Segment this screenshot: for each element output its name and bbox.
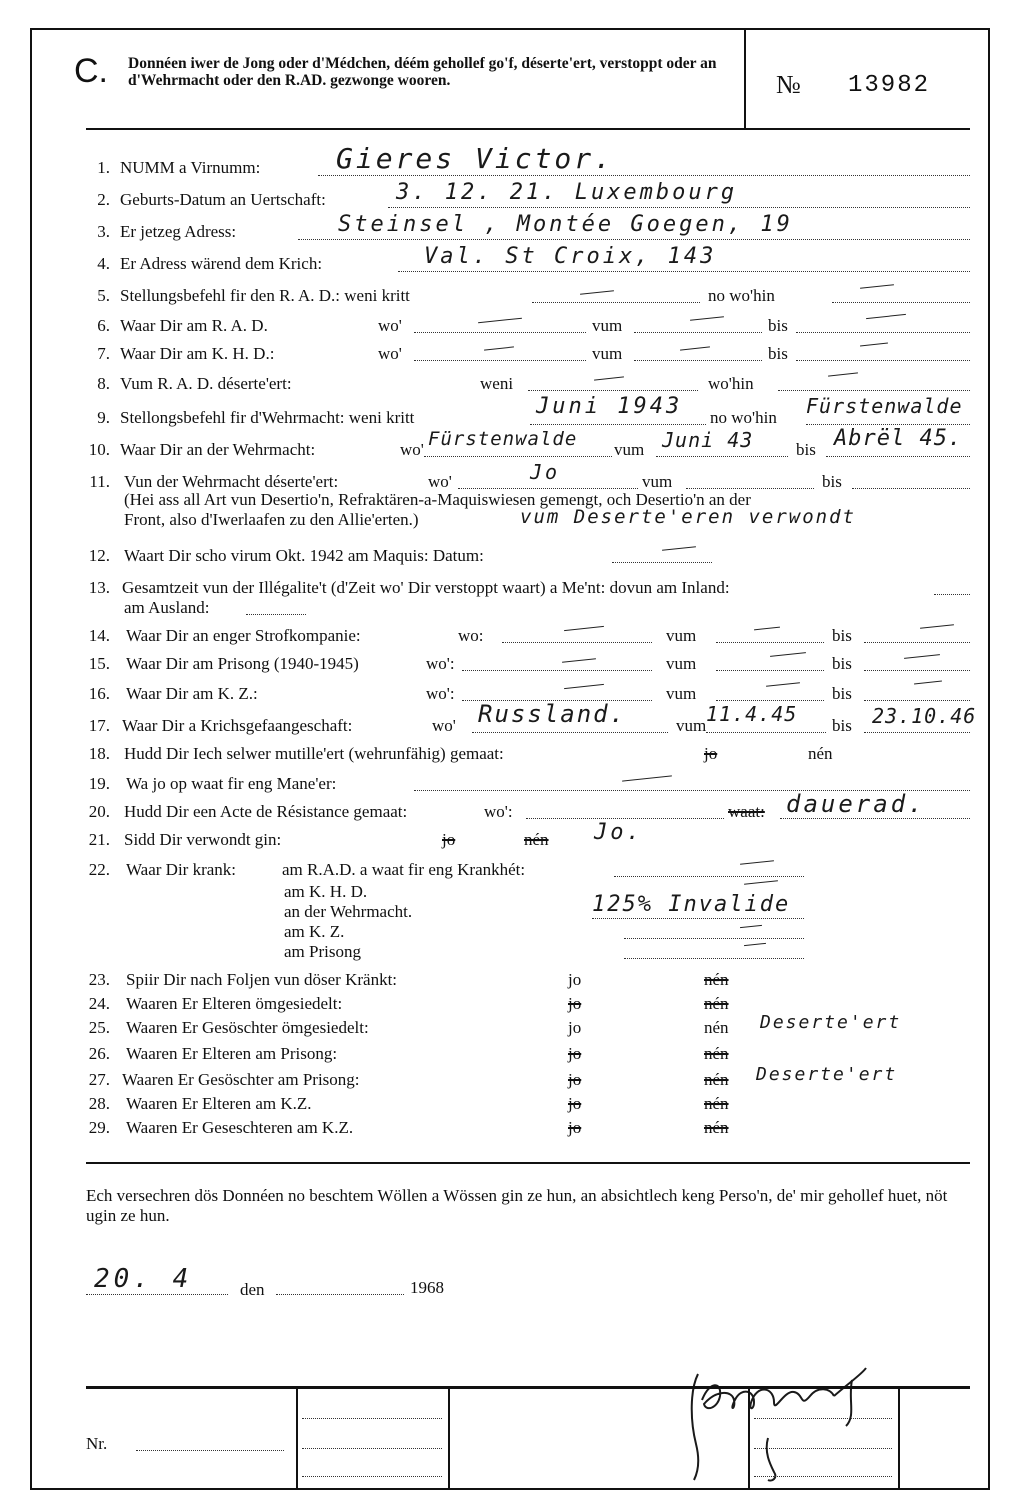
section-letter: C. xyxy=(74,52,108,90)
footer-dots xyxy=(302,1418,442,1419)
name-line xyxy=(318,175,970,176)
field-number: 24. xyxy=(88,994,110,1013)
field-number: 22. xyxy=(88,860,110,879)
rad-where-dots xyxy=(414,332,586,333)
rad-order-label: Stellungsbefehl fir den R. A. D.: weni kritt xyxy=(120,286,410,305)
what-label: waat: xyxy=(728,802,765,821)
field-number: 27. xyxy=(88,1070,110,1089)
header-divider xyxy=(744,28,746,130)
wounded-value: Jo. xyxy=(594,820,643,845)
where-label: wo' xyxy=(400,440,424,459)
no-option: nén xyxy=(704,1094,729,1113)
where-label: wo' xyxy=(432,716,456,735)
service-from-dots xyxy=(656,456,788,457)
address-value: Steinsel , Montée Goegen, 19 xyxy=(338,212,793,237)
pow-where-dots xyxy=(472,732,668,733)
to-label: bis xyxy=(768,316,788,335)
abroad-label: am Ausland: xyxy=(124,598,210,617)
desertion-where-dots xyxy=(458,488,638,489)
where-label: wo' xyxy=(378,344,402,363)
name-label: NUMM a Virnumm: xyxy=(120,158,261,177)
resistance-value: dauerad. xyxy=(786,790,926,818)
address-line xyxy=(298,239,970,240)
form-number: 13982 xyxy=(848,72,931,99)
declaration-rule xyxy=(86,1162,970,1164)
field-number: 5. xyxy=(97,286,110,305)
field-number: 6. xyxy=(97,316,110,335)
field-number: 25. xyxy=(88,1018,110,1037)
pow-to-dots xyxy=(864,732,970,733)
from-label: vum xyxy=(666,684,697,703)
no-option: nén xyxy=(704,1070,729,1089)
company-where-dots xyxy=(502,642,652,643)
field-number: 21. xyxy=(88,830,110,849)
when-label: weni xyxy=(480,374,514,393)
footer-dots xyxy=(302,1476,442,1477)
war-address-label: Er Adress wärend dem Krich: xyxy=(120,254,323,273)
footer-dots xyxy=(754,1476,892,1477)
nr-label: Nr. xyxy=(86,1434,108,1453)
field-number: 7. xyxy=(97,344,110,363)
name-value: Gieres Victor. xyxy=(336,142,615,175)
rad-to-dots xyxy=(796,332,970,333)
where-label: wo': xyxy=(426,654,455,673)
rad-order-line xyxy=(532,302,700,303)
service-where-dots xyxy=(424,456,612,457)
war-address-value: Val. St Croix, 143 xyxy=(424,244,717,269)
service-from-value: Juni 43 xyxy=(662,428,754,452)
from-label: vum xyxy=(592,344,623,363)
field-number: 9. xyxy=(97,408,110,427)
from-label: vum xyxy=(666,626,697,645)
after-effects-label: Spiir Dir nach Foljen vun döser Kränkt: xyxy=(126,970,398,989)
yes-option: jo xyxy=(442,830,456,849)
sick-kz-label: am K. Z. xyxy=(284,922,345,941)
den-label: den xyxy=(240,1280,265,1299)
sick-prison-label: am Prisong xyxy=(284,942,361,961)
wehrmacht-order-label: Stellongsbefehl fir d'Wehrmacht: weni kritt xyxy=(120,408,415,427)
sick-rad-dots xyxy=(614,876,804,877)
desertion-note: (Hei ass all Art vun Desertio'n, Refraktären-a-Maquiswiesen gemengt, och Desertio'n an der xyxy=(124,490,751,509)
to-label: bis xyxy=(832,654,852,673)
wounded-label: Sidd Dir verwondt gin: xyxy=(124,830,282,849)
from-label: vum xyxy=(666,654,697,673)
resistance-where-dots xyxy=(526,818,724,819)
khd-from-dots xyxy=(634,360,762,361)
punishment-company-label: Waar Dir an enger Strofkompanie: xyxy=(126,626,361,645)
desertion-from-dots xyxy=(686,488,814,489)
sick-rad-label: am R.A.D. a waat fir eng Krankhét: xyxy=(282,860,526,879)
prison-label: Waar Dir am Prisong (1940-1945) xyxy=(126,654,359,673)
footer-dots xyxy=(754,1418,892,1419)
no-option: nén xyxy=(704,1018,729,1037)
to-label: bis xyxy=(796,440,816,459)
to-label: bis xyxy=(832,626,852,645)
siblings-resettled-value: Deserte'ert xyxy=(760,1012,902,1033)
desertion-to-dots xyxy=(852,488,970,489)
footer-column-line xyxy=(296,1389,298,1490)
field-number: 1. xyxy=(97,158,110,177)
service-where-value: Fürstenwalde xyxy=(428,428,578,450)
war-address-line xyxy=(398,271,970,272)
field-number: 3. xyxy=(97,222,110,241)
field-number: 4. xyxy=(97,254,110,273)
khd-where-dots xyxy=(414,360,586,361)
declaration-text: Ech versechren dös Donnéen no beschtem Wöllen a Wössen gin ze hun, an absichtlech keng Perso'n, de' mir gehollef huet, nöt ugin ze hun. xyxy=(86,1186,948,1225)
field-number: 19. xyxy=(88,774,110,793)
rad-label: Waar Dir am R. A. D. xyxy=(120,316,268,335)
field-number: 14. xyxy=(88,626,110,645)
pow-label: Waar Dir a Krichsgefaangeschaft: xyxy=(122,716,353,735)
where-label: wo': xyxy=(484,802,513,821)
no-option: nén xyxy=(704,1044,729,1063)
yes-option: jo xyxy=(568,994,582,1013)
address-label: Er jetzeg Adress: xyxy=(120,222,237,241)
field-number: 28. xyxy=(88,1094,110,1113)
field-number: 29. xyxy=(88,1118,110,1137)
wehrmacht-service-label: Waar Dir an der Wehrmacht: xyxy=(120,440,316,459)
pow-to-value: 23.10.46 xyxy=(872,704,977,728)
illegality-label: Gesamtzeit vun der Illégalite't (d'Zeit wo' Dir verstoppt waart) a Me'nt: dovun am Inland: xyxy=(122,578,730,597)
illegality-inland-dots xyxy=(934,594,970,595)
birth-line xyxy=(388,207,970,208)
self-mutilation-label: Hudd Dir Iech selwer mutille'ert (wehrunfähig) gemaat: xyxy=(124,744,504,763)
no-option: nén xyxy=(524,830,549,849)
desertion-where-value: Jo xyxy=(530,460,561,484)
from-label: vum xyxy=(592,316,623,335)
wehrmacht-where-dots xyxy=(806,424,970,425)
service-to-dots xyxy=(826,456,970,457)
wehrmacht-order-date: Juni 1943 xyxy=(536,394,683,419)
from-label: vum xyxy=(676,716,707,735)
date-value: 20. 4 xyxy=(94,1264,193,1294)
kz-label: Waar Dir am K. Z.: xyxy=(126,684,258,703)
sick-wehrmacht-value: 125% Invalide xyxy=(592,892,791,917)
birth-value: 3. 12. 21. Luxembourg xyxy=(396,180,738,205)
parents-prison-label: Waaren Er Elteren am Prisong: xyxy=(126,1044,338,1063)
rad-desert-label: Vum R. A. D. déserte'ert: xyxy=(120,374,292,393)
maquis-date-dots xyxy=(612,562,712,563)
company-to-dots xyxy=(864,642,970,643)
footer-dots xyxy=(754,1448,892,1449)
number-sign: № xyxy=(776,70,801,99)
manner-label: Wa jo op waat fir eng Mane'er: xyxy=(126,774,337,793)
yes-option: jo xyxy=(704,744,718,763)
desertion-note-2: Front, also d'Iwerlaafen zu den Allie'erten.) xyxy=(124,510,419,529)
rad-from-dots xyxy=(634,332,762,333)
rad-desert-when-dots xyxy=(528,390,698,391)
where-label: wo': xyxy=(426,684,455,703)
footer-column-line xyxy=(448,1389,450,1490)
prison-where-dots xyxy=(462,670,652,671)
to-label: bis xyxy=(768,344,788,363)
year-label: 1968 xyxy=(410,1278,444,1297)
yes-option: jo xyxy=(568,970,582,989)
rad-where-label: no wo'hin xyxy=(708,286,775,305)
pow-where-value: Russland. xyxy=(478,700,627,728)
whither-label: wo'hin xyxy=(708,374,754,393)
rad-desert-whither-dots xyxy=(778,390,970,391)
field-number: 15. xyxy=(88,654,110,673)
footer-dots xyxy=(302,1448,442,1449)
yes-option: jo xyxy=(568,1094,582,1113)
signature-image xyxy=(676,1360,876,1485)
siblings-prison-label: Waaren Er Gesöschter am Prisong: xyxy=(122,1070,360,1089)
footer-rule xyxy=(86,1386,970,1389)
prison-to-dots xyxy=(864,670,970,671)
field-number: 16. xyxy=(88,684,110,703)
company-from-dots xyxy=(716,642,824,643)
parents-resettled-label: Waaren Er Elteren ömgesiedelt: xyxy=(126,994,343,1013)
desertion-label: Vun der Wehrmacht déserte'ert: xyxy=(124,472,339,491)
no-option: nén xyxy=(704,994,729,1013)
field-number: 10. xyxy=(88,440,110,459)
desertion-remark: vum Deserte'eren verwondt xyxy=(520,506,856,528)
sick-kz-dots xyxy=(624,938,804,939)
header-rule xyxy=(86,128,970,130)
parents-kz-label: Waaren Er Elteren am K.Z. xyxy=(126,1094,312,1113)
resistance-label: Hudd Dir een Acte de Résistance gemaat: xyxy=(124,802,408,821)
to-label: bis xyxy=(832,716,852,735)
maquis-label: Waart Dir scho virum Okt. 1942 am Maquis: Datum: xyxy=(124,546,484,565)
yes-option: jo xyxy=(568,1018,582,1037)
rad-where-line xyxy=(832,302,970,303)
nr-dots xyxy=(136,1450,284,1451)
to-label: bis xyxy=(822,472,842,491)
no-option: nén xyxy=(704,1118,729,1137)
sick-label: Waar Dir krank: xyxy=(126,860,237,879)
sick-khd-label: am K. H. D. xyxy=(284,882,368,901)
kz-from-dots xyxy=(716,700,824,701)
field-number: 23. xyxy=(88,970,110,989)
footer-column-line xyxy=(748,1389,750,1490)
to-label: bis xyxy=(832,684,852,703)
siblings-resettled-label: Waaren Er Gesöschter ömgesiedelt: xyxy=(126,1018,369,1037)
service-to-value: Abrël 45. xyxy=(834,426,963,451)
prison-from-dots xyxy=(716,670,824,671)
kz-to-dots xyxy=(864,700,970,701)
wehrmacht-order-dots xyxy=(530,424,706,425)
den-dots xyxy=(276,1294,404,1295)
field-number: 11. xyxy=(89,472,110,491)
field-number: 17. xyxy=(88,716,110,735)
from-label: vum xyxy=(614,440,645,459)
siblings-kz-label: Waaren Er Geseschteren am K.Z. xyxy=(126,1118,354,1137)
yes-option: jo xyxy=(568,1070,582,1089)
birth-label: Geburts-Datum an Uertschaft: xyxy=(120,190,326,209)
field-number: 20. xyxy=(88,802,110,821)
field-number: 26. xyxy=(88,1044,110,1063)
from-label: vum xyxy=(642,472,673,491)
field-number: 12. xyxy=(88,546,110,565)
footer-column-line xyxy=(898,1389,900,1490)
where-label: wo' xyxy=(428,472,452,491)
field-number: 2. xyxy=(97,190,110,209)
pow-from-dots xyxy=(706,732,826,733)
field-number: 8. xyxy=(97,374,110,393)
sick-wehrmacht-label: an der Wehrmacht. xyxy=(284,902,413,921)
where-label: wo' xyxy=(378,316,402,335)
pow-from-value: 11.4.45 xyxy=(706,702,798,726)
illegality-abroad-dots xyxy=(246,614,306,615)
resistance-what-dots xyxy=(780,818,970,819)
form-title: Donnéen iwer de Jong oder d'Médchen, déém gehollef go'f, déserte'ert, verstoppt oder an d'Wehrmacht oder den R.AD. gezwonge wooren. xyxy=(128,55,717,89)
wehrmacht-where-value: Fürstenwalde xyxy=(806,394,963,418)
date-dots xyxy=(86,1294,228,1295)
field-number: 13. xyxy=(88,578,110,597)
yes-option: jo xyxy=(568,1044,582,1063)
where-label: wo: xyxy=(458,626,484,645)
yes-option: jo xyxy=(568,1118,582,1137)
sick-wehrmacht-dots xyxy=(592,918,804,919)
wehrmacht-where-label: no wo'hin xyxy=(710,408,777,427)
field-number: 18. xyxy=(88,744,110,763)
sick-prison-dots xyxy=(624,958,804,959)
no-option: nén xyxy=(704,970,729,989)
siblings-prison-value: Deserte'ert xyxy=(756,1064,898,1085)
khd-label: Waar Dir am K. H. D.: xyxy=(120,344,275,363)
no-option: nén xyxy=(808,744,833,763)
khd-to-dots xyxy=(796,360,970,361)
